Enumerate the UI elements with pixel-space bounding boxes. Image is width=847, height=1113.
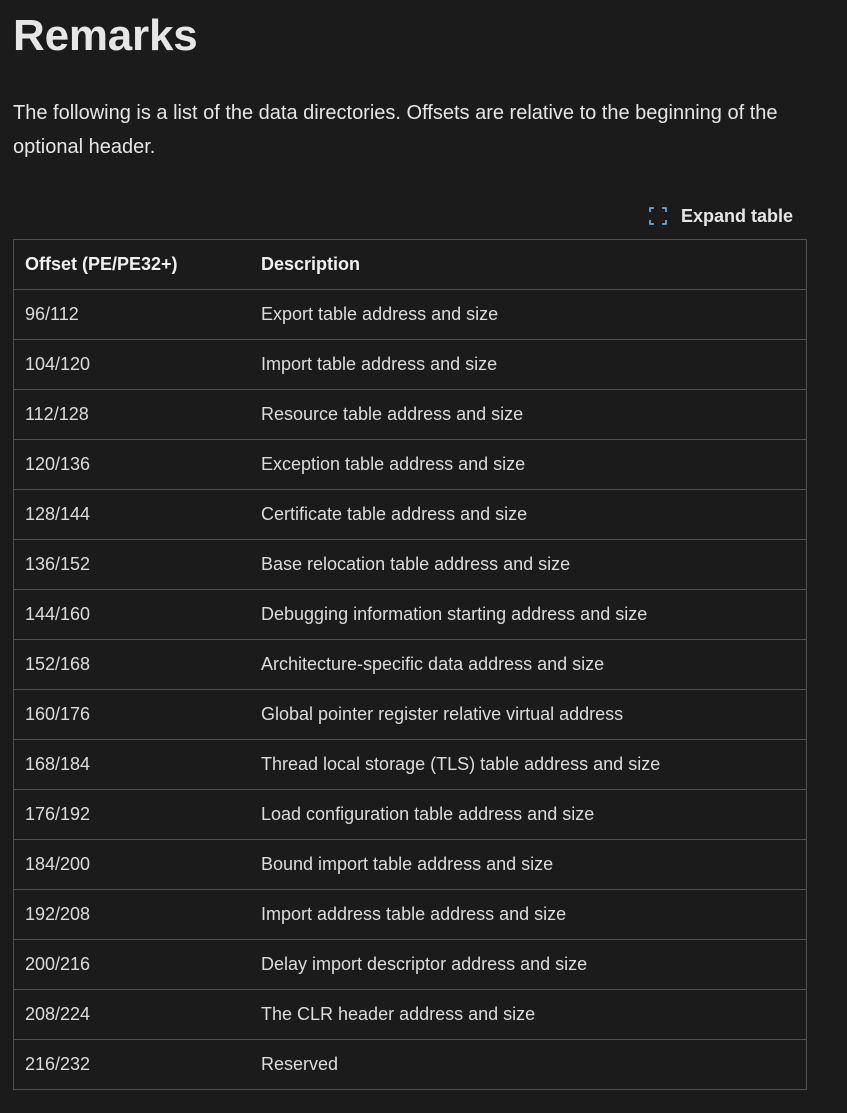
table-row — [14, 1040, 807, 1090]
table-row — [14, 740, 807, 790]
column-header-description: Description — [250, 240, 807, 290]
description-cell: Import address table address and size — [250, 890, 807, 940]
description-cell: Thread local storage (TLS) table address and size — [250, 740, 807, 790]
expand-table-button[interactable] — [649, 206, 793, 227]
offset-cell: 96/112 — [14, 290, 251, 340]
table-toolbar — [13, 196, 807, 236]
description-cell: Architecture-specific data address and size — [250, 640, 807, 690]
offset-cell: 112/128 — [14, 390, 251, 440]
offset-cell: 152/168 — [14, 640, 251, 690]
description-cell: Reserved — [261, 1054, 339, 1074]
description-cell: Certificate table address and size — [250, 490, 807, 540]
description-cell: Base relocation table address and size — [250, 540, 807, 590]
table-row — [14, 340, 807, 390]
expand-icon — [649, 207, 667, 225]
offset-cell: 104/120 — [14, 340, 251, 390]
offset-cell: 208/224 — [14, 990, 251, 1040]
table-header-row — [14, 240, 807, 290]
description-cell: Import table address and size — [250, 340, 807, 390]
offset-cell: 168/184 — [14, 740, 251, 790]
description-cell: Global pointer register relative virtual address — [250, 690, 807, 740]
offset-cell: 128/144 — [14, 490, 251, 540]
description-cell: Export table address and size — [250, 290, 807, 340]
offset-cell: 184/200 — [14, 840, 251, 890]
offset-cell: 160/176 — [14, 690, 251, 740]
description-cell: Exception table address and size — [250, 440, 807, 490]
description-cell: Debugging information starting address and size — [250, 590, 807, 640]
offset-cell: 136/152 — [14, 540, 251, 590]
offset-cell: 144/160 — [14, 590, 251, 640]
table-row — [14, 790, 807, 840]
column-header-offset: Offset (PE/PE32+) — [14, 240, 251, 290]
expand-table-label: Expand table — [680, 205, 793, 226]
offset-cell: 216/232 — [25, 1054, 91, 1074]
page-title: Remarks — [13, 11, 198, 60]
remarks-section — [13, 0, 807, 1090]
offset-cell: 200/216 — [14, 940, 251, 990]
table-row — [14, 290, 807, 340]
table-row — [14, 890, 807, 940]
description-cell: Load configuration table address and size — [250, 790, 807, 840]
offset-cell: 120/136 — [14, 440, 251, 490]
table-row — [14, 690, 807, 740]
table-row — [14, 990, 807, 1040]
table-row — [14, 940, 807, 990]
offset-cell: 192/208 — [14, 890, 251, 940]
table-row — [14, 490, 807, 540]
table-row — [14, 390, 807, 440]
data-directories-table — [13, 239, 807, 1090]
table-row — [14, 640, 807, 690]
table-row — [14, 840, 807, 890]
table-row — [14, 540, 807, 590]
table-row — [14, 590, 807, 640]
offset-cell: 176/192 — [14, 790, 251, 840]
description-cell: Delay import descriptor address and size — [250, 940, 807, 990]
intro-paragraph: The following is a list of the data directories. Offsets are relative to the beginning of the optional header. — [13, 102, 778, 158]
description-cell: Resource table address and size — [250, 390, 807, 440]
description-cell: Bound import table address and size — [250, 840, 807, 890]
description-cell: The CLR header address and size — [250, 990, 807, 1040]
table-row — [14, 440, 807, 490]
